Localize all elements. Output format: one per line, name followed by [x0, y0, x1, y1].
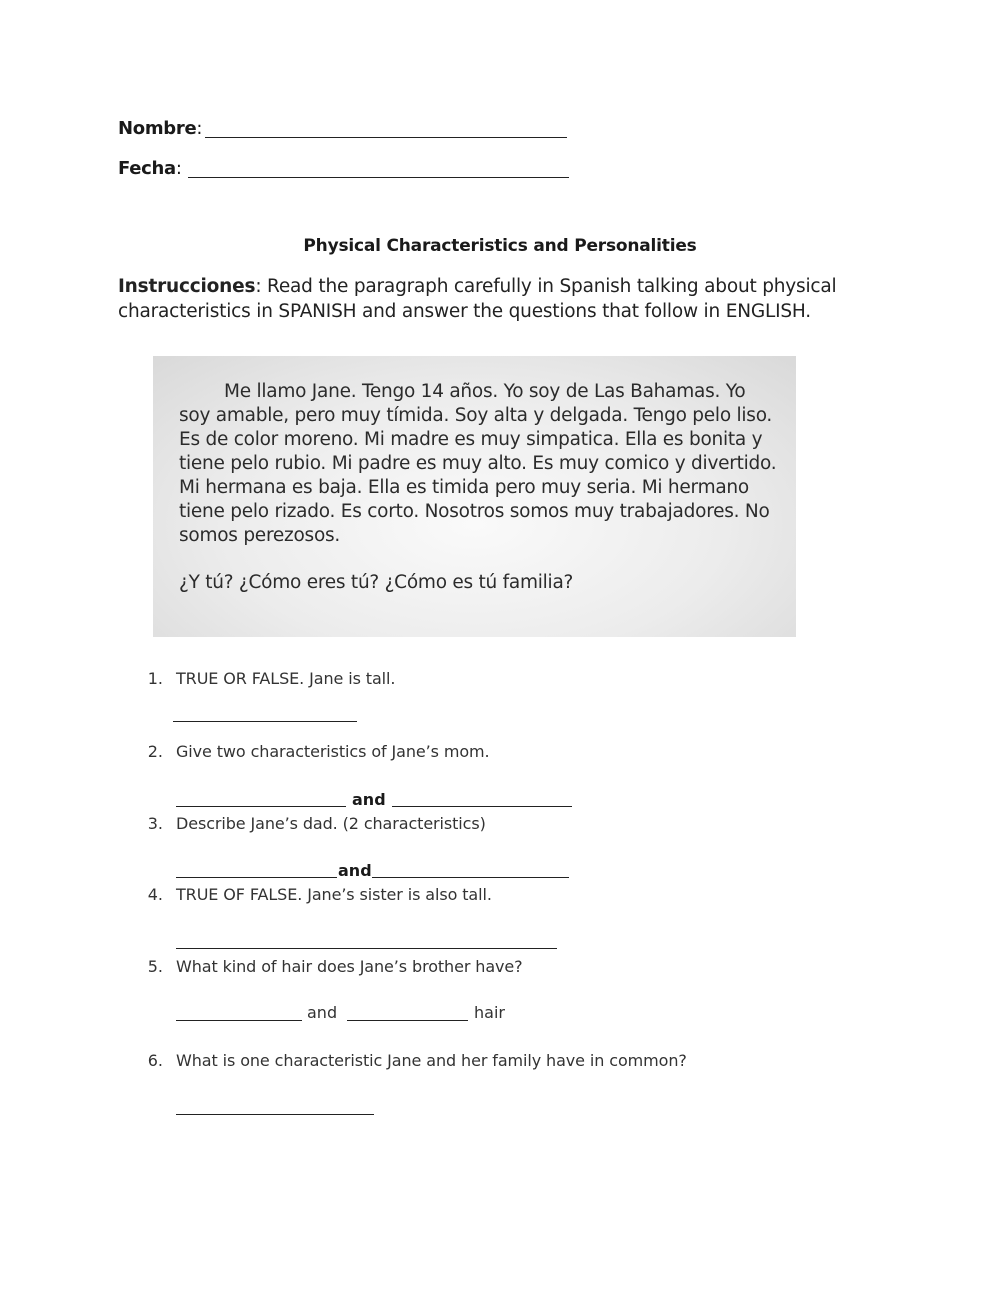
- question-4-text: TRUE OF FALSE. Jane’s sister is also tall.: [176, 885, 492, 904]
- answer-6-blank[interactable]: [176, 1114, 374, 1115]
- answer-3-connector: and: [338, 861, 372, 880]
- answer-3a-blank[interactable]: [176, 877, 337, 878]
- passage-body: [179, 380, 779, 548]
- question-2-number: 2.: [147, 742, 163, 761]
- question-3-number: 3.: [147, 814, 163, 833]
- date-blank[interactable]: [188, 177, 569, 178]
- name-colon: :: [196, 118, 203, 139]
- answer-2a-blank[interactable]: [176, 806, 346, 807]
- passage-question: ¿Y tú? ¿Cómo eres tú? ¿Cómo es tú familia?: [179, 572, 574, 593]
- instructions-label: Instrucciones: [118, 276, 256, 297]
- answer-3b-blank[interactable]: [372, 877, 569, 878]
- instructions: [118, 274, 878, 324]
- passage-text: Me llamo Jane. Tengo 14 años. Yo soy de Las Bahamas. Yo soy amable, pero muy tímida. Soy alta y delgada. Tengo pelo liso. Es de color moreno. Mi madre es muy simpatica. Ella es bonita y tiene pelo rubio. Mi padre es muy alto. Es muy comico y divertido. Mi hermana es baja. Ella es timida pero muy seria. Mi hermano tiene pelo rizado. Es corto. Nosotros somos muy trabajadores. No somos perezosos.: [179, 381, 777, 546]
- name-label: Nombre: [118, 118, 197, 139]
- question-1-number: 1.: [147, 669, 163, 688]
- question-6-number: 6.: [147, 1051, 163, 1070]
- name-field-row: [118, 118, 202, 139]
- worksheet-title: Physical Characteristics and Personalities: [303, 236, 697, 256]
- question-4-number: 4.: [147, 885, 163, 904]
- date-field-row: [118, 158, 182, 179]
- question-5-text: What kind of hair does Jane’s brother have?: [176, 957, 523, 976]
- name-blank[interactable]: [205, 137, 567, 138]
- question-3-text: Describe Jane’s dad. (2 characteristics): [176, 814, 486, 833]
- answer-4-blank[interactable]: [176, 948, 557, 949]
- answer-5a-blank[interactable]: [176, 1020, 302, 1021]
- question-1-text: TRUE OR FALSE. Jane is tall.: [176, 669, 396, 688]
- instructions-text: : Read the paragraph carefully in Spanish talking about physical characteristics in SPANISH and answer the questions that follow in ENGLISH.: [118, 276, 837, 322]
- question-2-text: Give two characteristics of Jane’s mom.: [176, 742, 490, 761]
- answer-1-blank[interactable]: [173, 721, 357, 722]
- answer-5-connector: and: [307, 1003, 338, 1022]
- date-colon: :: [175, 158, 182, 179]
- answer-2-connector: and: [352, 790, 386, 809]
- question-6-text: What is one characteristic Jane and her family have in common?: [176, 1051, 687, 1070]
- answer-5b-blank[interactable]: [347, 1020, 468, 1021]
- answer-5-suffix: hair: [474, 1003, 505, 1022]
- answer-2b-blank[interactable]: [392, 806, 572, 807]
- date-label: Fecha: [118, 158, 176, 179]
- question-5-number: 5.: [147, 957, 163, 976]
